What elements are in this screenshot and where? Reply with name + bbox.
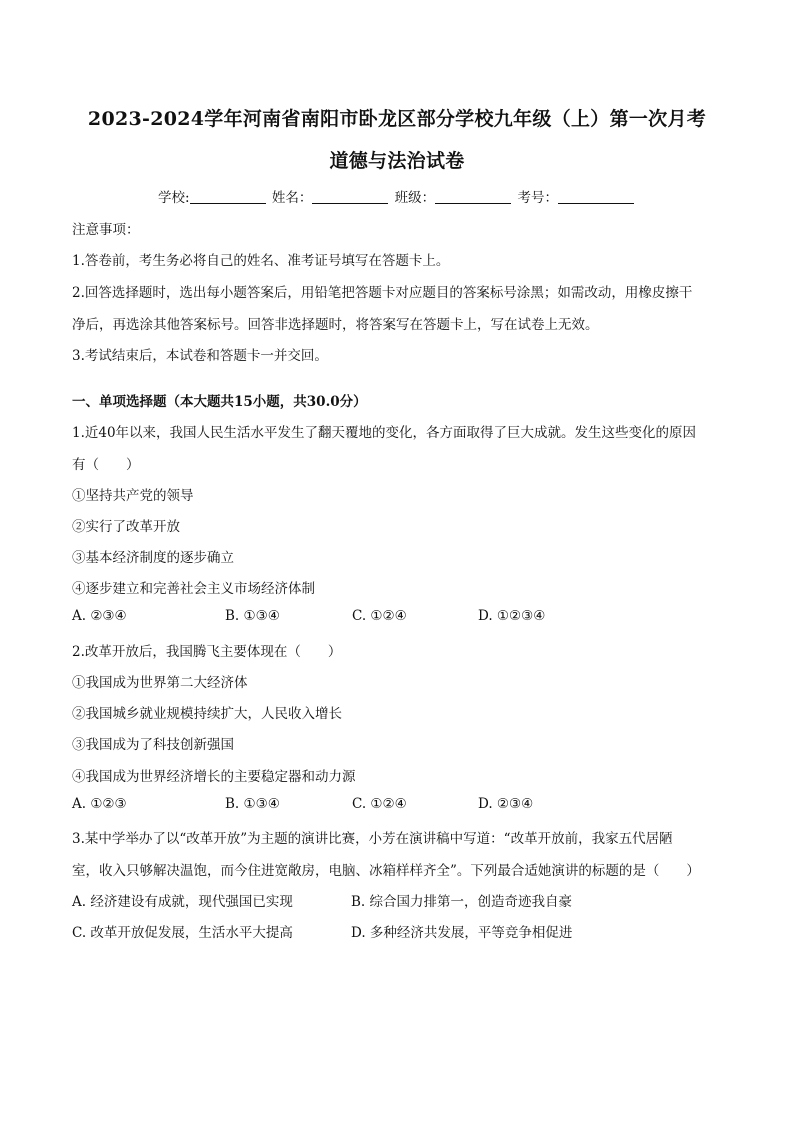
exam-title-line2: 道德与法治试卷 [329,150,465,172]
q2-item-2: ②我国城乡就业规模持续扩大，人民收入增长 [72,706,342,722]
number-blank [558,189,634,204]
q3-option-d: D. 多种经济共发展，平等竞争相促进 [351,925,573,941]
q2-stem: 2.改革开放后，我国腾飞主要体现在（ ） [72,644,342,660]
notice-item-1: 1.答卷前，考生务必将自己的姓名、准考证号填写在答题卡上。 [72,253,450,269]
class-blank [435,189,511,204]
name-blank [312,189,388,204]
notice-heading: 注意事项： [72,222,140,238]
notice-item-3: 3.考试结束后，本试卷和答题卡一并交回。 [72,348,328,364]
q2-item-3: ③我国成为了科技创新强国 [72,737,234,753]
number-label: 考号： [517,190,558,206]
q2-item-4: ④我国成为世界经济增长的主要稳定器和动力源 [72,769,356,785]
q3-stem-line1: 3.某中学举办了以“改革开放”为主题的演讲比赛，小芳在演讲稿中写道：“改革开放前，我家五代居陋 [72,831,673,847]
student-info-row [0,186,794,206]
q1-item-2: ②实行了改革开放 [72,519,180,535]
q1-option-b: B. ①③④ [225,608,280,624]
q1-item-1: ①坚持共产党的领导 [72,488,194,504]
q2-item-1: ①我国成为世界第二大经济体 [72,675,248,691]
q3-option-b: B. 综合国力排第一，创造奇迹我自豪 [351,894,573,910]
q2-option-d: D. ②③④ [478,796,534,812]
school-label: 学校: [158,190,190,206]
name-label: 姓名： [271,190,313,206]
q1-option-d: D. ①②③④ [478,608,546,624]
q3-stem-line2: 室，收入只够解决温饱，而今住进宽敞房，电脑、冰箱样样齐全”。下列最合适她演讲的标题的是（ ） [72,863,700,879]
q1-stem-line2: 有（ ） [72,457,140,473]
q2-option-a: A. ①②③ [72,796,127,812]
q1-item-3: ③基本经济制度的逐步确立 [72,550,234,566]
q1-option-a: A. ②③④ [72,608,127,624]
q3-option-c: C. 改革开放促发展，生活水平大提高 [72,925,293,941]
q1-option-c: C. ①②④ [352,608,407,624]
q1-item-4: ④逐步建立和完善社会主义市场经济体制 [72,581,315,597]
q2-option-c: C. ①②④ [352,796,407,812]
q1-stem-line1: 1.近40年以来，我国人民生活水平发生了翻天覆地的变化，各方面取得了巨大成就。发生这些变化的原因 [72,425,697,441]
exam-title-line1: 2023-2024学年河南省南阳市卧龙区部分学校九年级（上）第一次月考 [87,108,707,130]
q3-option-a: A. 经济建设有成就，现代强国已实现 [72,894,293,910]
school-blank [190,189,266,204]
q2-option-b: B. ①③④ [225,796,280,812]
notice-item-2-cont: 净后，再选涂其他答案标号。回答非选择题时，将答案写在答题卡上，写在试卷上无效。 [72,317,599,333]
notice-item-2: 2.回答选择题时，选出每小题答案后，用铅笔把答题卡对应题目的答案标号涂黑；如需改动，用橡皮擦干 [72,285,693,301]
class-label: 班级： [394,190,436,206]
section-heading: 一、单项选择题（本大题共15小题，共30.0分） [72,394,367,410]
